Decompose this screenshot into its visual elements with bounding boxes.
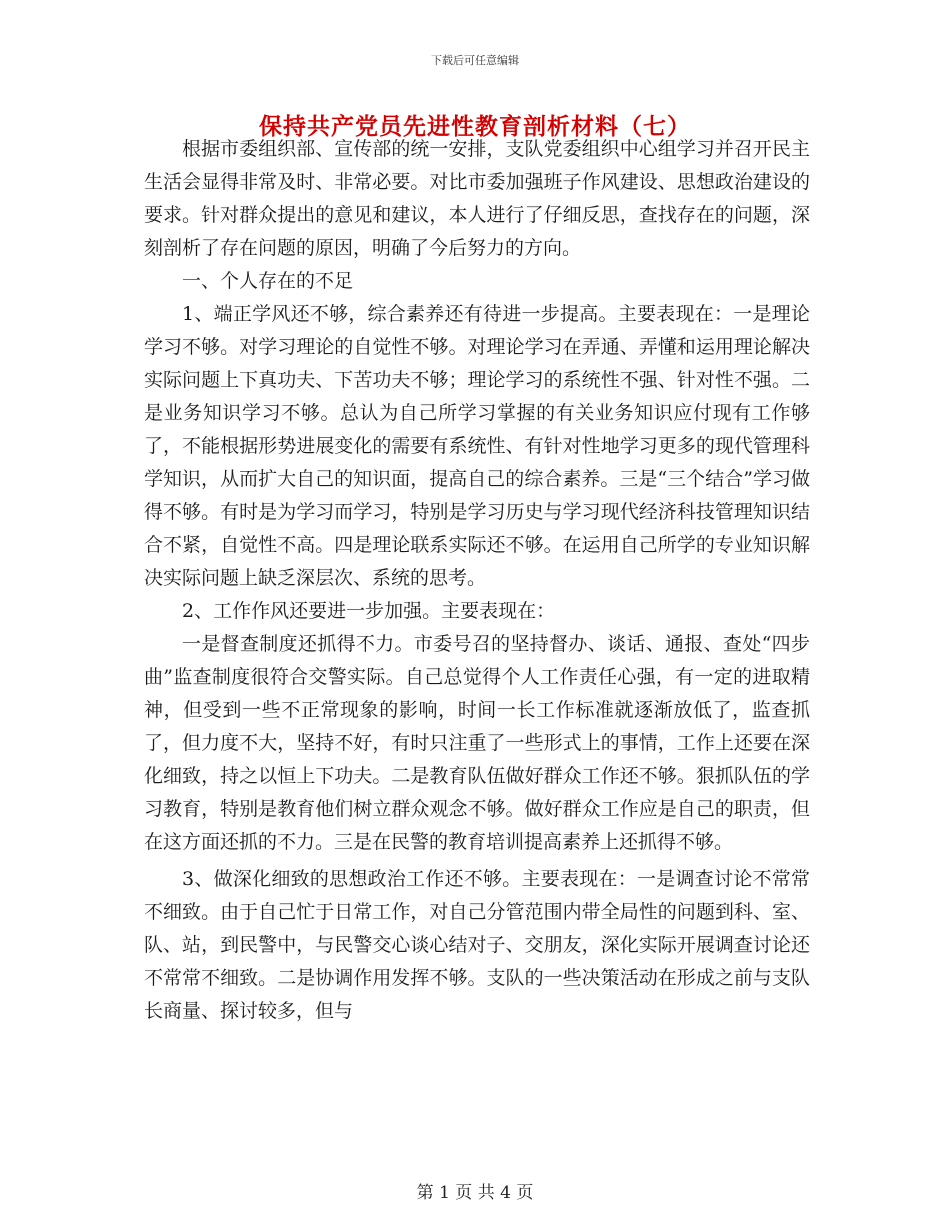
header-note: 下载后可任意编辑 (431, 54, 519, 67)
paragraph-item-3: 3、做深化细致的思想政治工作还不够。主要表现在：一是调查讨论不常常不细致。由于自己忙于日常工作，对自己分管范围内带全局性的问题到科、室、队、站，到民警中，与民警交心谈心结对子、交朋友，深化实际开展调查讨论还不常常不细致。二是协调作用发挥不够。支队的一些决策活动在形成之前与支队长商量、探讨较多，但与 (144, 868, 810, 1022)
paragraph-intro: 根据市委组织部、宣传部的统一安排，支队党委组织中心组学习并召开民主生活会显得非常及时、非常必要。对比市委加强班子作风建设、思想政治建设的要求。针对群众提出的意见和建议，本人进行了仔细反思，查找存在的问题，深刻剖析了存在问题的原因，明确了今后努力的方向。 (144, 138, 810, 259)
paragraph-item-2-detail: 一是督查制度还抓得不力。市委号召的坚持督办、谈话、通报、查处“四步曲”监查制度很符合交警实际。自己总觉得个人工作责任心强，有一定的进取精神，但受到一些不正常现象的影响，时间一长工作标准就逐渐放低了，监查抓了，但力度不大，坚持不好，有时只注重了一些形式上的事情，工作上还要在深化细致，持之以恒上下功夫。二是教育队伍做好群众工作还不够。狠抓队伍的学习教育，特别是教育他们树立群众观念不够。做好群众工作应是自己的职责，但在这方面还抓的不力。三是在民警的教育培训提高素养上还抓得不够。 (144, 633, 810, 853)
document-title: 保持共产党员先进性教育剖析材料（七） (259, 113, 691, 140)
section-heading: 一、个人存在的不足 (182, 270, 354, 292)
page-footer: 第 1 页 共 4 页 (416, 1183, 534, 1203)
paragraph-item-2: 2、工作作风还要进一步加强。主要表现在： (182, 600, 556, 622)
document-body (144, 133, 810, 1028)
paragraph-item-1: 1、端正学风还不够，综合素养还有待进一步提高。主要表现在：一是理论学习不够。对学习理论的自觉性不够。对理论学习在弄通、弄懂和运用理论解决实际问题上下真功夫、下苦功夫不够；理论学习的系统性不强、针对性不强。二是业务知识学习不够。总认为自己所学习掌握的有关业务知识应付现有工作够了，不能根据形势进展变化的需要有系统性、有针对性地学习更多的现代管理科学知识，从而扩大自己的知识面，提高自己的综合素养。三是“三个结合”学习做得不够。有时是为学习而学习，特别是学习历史与学习现代经济科技管理知识结合不紧，自觉性不高。四是理论联系实际还不够。在运用自己所学的专业知识解决实际问题上缺乏深层次、系统的思考。 (144, 303, 810, 589)
